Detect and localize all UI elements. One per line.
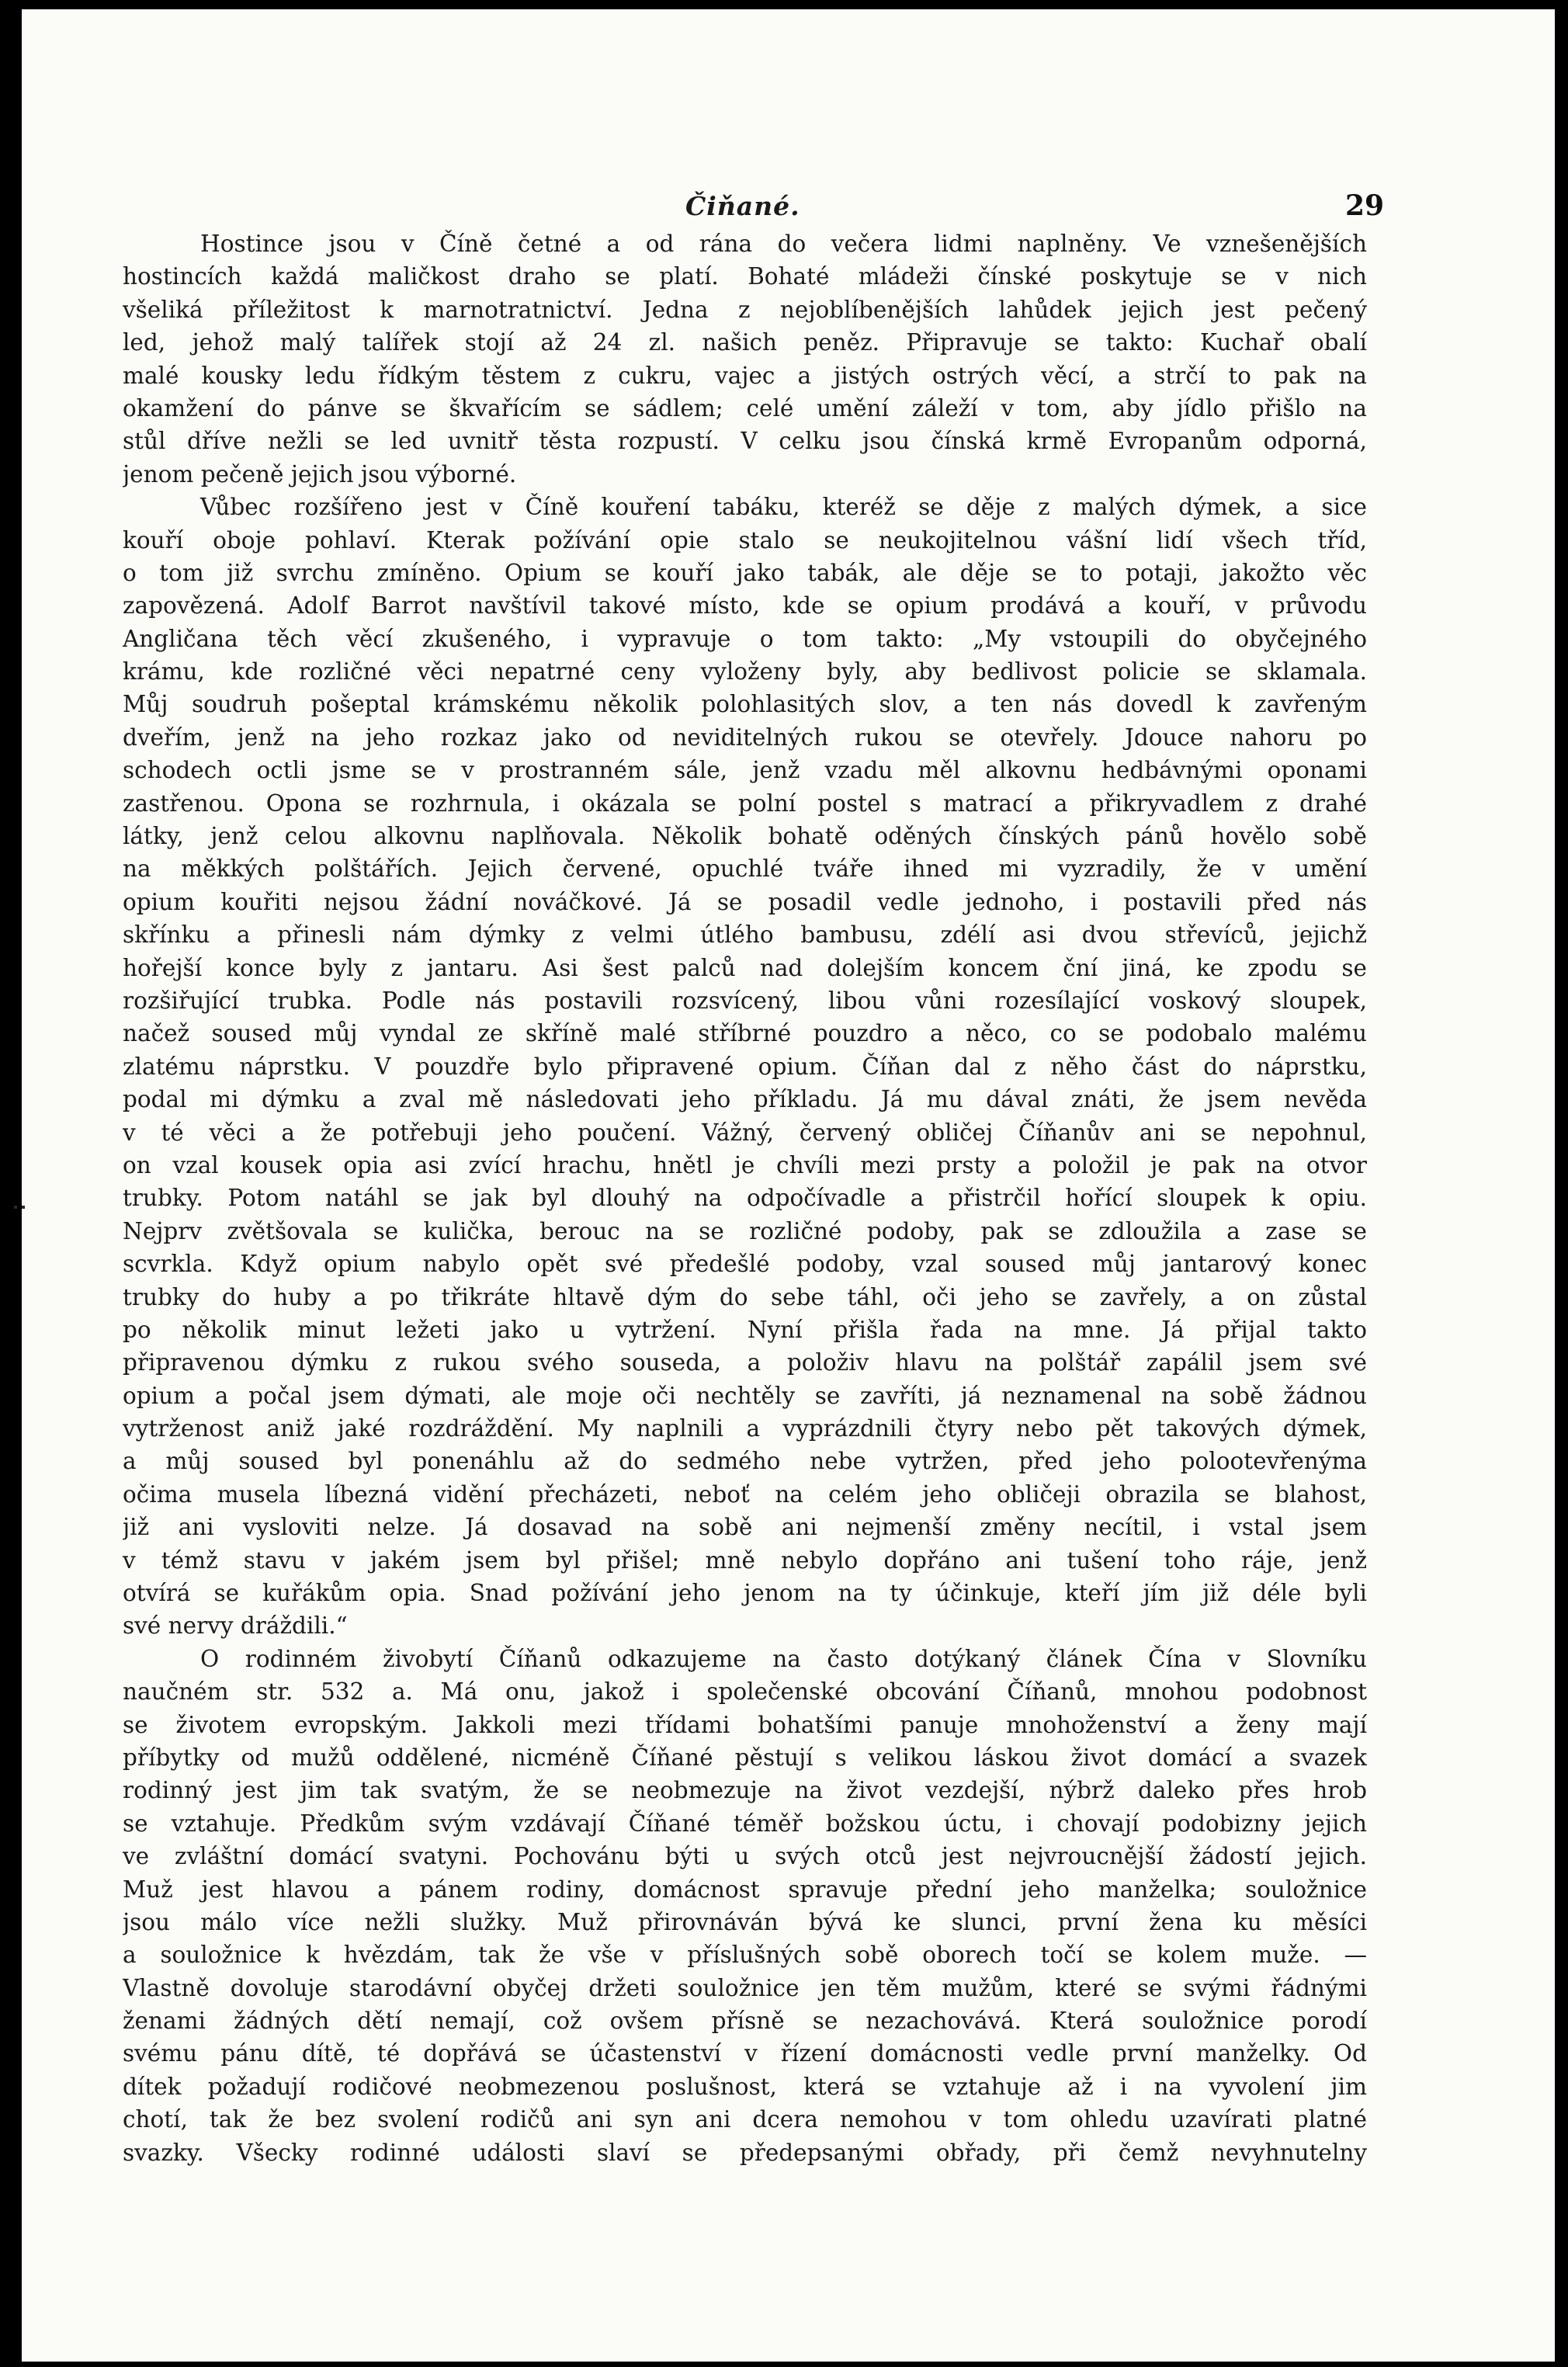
page-header xyxy=(22,186,1555,233)
body-text xyxy=(123,227,1367,2169)
page-number: 29 xyxy=(1345,189,1385,222)
text-line: chotí, tak že bez svolení rodičů ani syn ani dcera nemohou v tom ohledu uzavírati platné xyxy=(123,2106,1367,2133)
text-line: trubky. Potom natáhl se jak byl dlouhý na odpočívadle a přistrčil hořící sloupek k opiu. xyxy=(123,1185,1367,1212)
text-line: a můj soused byl ponenáhlu až do sedmého nebe vytržen, před jeho polootevřenýma xyxy=(123,1448,1367,1475)
text-line: opium a počal jsem dýmati, ale moje oči nechtěly se zavříti, já neznamenal na sobě žádnou xyxy=(123,1382,1367,1409)
text-line: otvírá se kuřákům opia. Snad požívání jeho jenom na ty účinkuje, kteří jím již déle byli xyxy=(123,1580,1367,1607)
text-line: zastřenou. Opona se rozhrnula, i okázala se polní postel s matrací a přikryvadlem z drahé xyxy=(123,790,1367,817)
text-line: trubky do huby a po třikráte hltavě dým do sebe táhl, oči jeho se zavřely, a on zůstal xyxy=(123,1283,1367,1310)
text-line: látky, jenž celou alkovnu naplňovala. Několik bohatě oděných čínských pánů hovělo sobě xyxy=(123,823,1367,850)
text-line: krámu, kde rozličné věci nepatrné ceny vyloženy byly, aby bedlivost policie se sklamala. xyxy=(123,658,1367,685)
text-line: opium kouřiti nejsou žádní nováčkové. Já se posadil vedle jednoho, i postavili před nás xyxy=(123,888,1367,915)
text-line: jenom pečeně jejich jsou výborné. xyxy=(123,460,517,488)
text-line: Angličana těch věcí zkušeného, i vypravuje o tom takto: „My vstoupili do obyčejného xyxy=(123,625,1367,652)
text-line: načež soused můj vyndal ze skříně malé stříbrné pouzdro a něco, co se podobalo malému xyxy=(123,1020,1367,1047)
text-line: schodech octli jsme se v prostranném sále, jenž vzadu měl alkovnu hedbávnými oponami xyxy=(123,757,1367,784)
text-line: a souložnice k hvězdám, tak že vše v příslušných sobě oborech točí se kolem muže. — xyxy=(123,1942,1367,1969)
text-line: na měkkých polštářích. Jejich červené, opuchlé tváře ihned mi vyzradily, že v umění xyxy=(123,856,1367,883)
text-line: připravenou dýmku z rukou svého souseda, a položiv hlavu na polštář zapálil jsem své xyxy=(123,1349,1367,1376)
text-line: O rodinném živobytí Číňanů odkazujeme na často dotýkaný článek Čína v Slovníku xyxy=(200,1645,1367,1672)
text-line: led, jehož malý talířek stojí až 24 zl. našich peněz. Připravuje se takto: Kuchař obalí xyxy=(123,329,1367,356)
text-line: zapovězená. Adolf Barrot navštívil takové místo, kde se opium prodává a kouří, v průvodu xyxy=(123,592,1367,620)
text-line: své nervy dráždili.“ xyxy=(123,1612,348,1640)
text-line: malé kousky ledu řídkým těstem z cukru, vajec a jistých ostrých věcí, a strčí to pak na xyxy=(123,362,1367,389)
text-line: Nejprv zvětšovala se kulička, berouc na se rozličné podoby, pak se zdloužila a zase se xyxy=(123,1217,1367,1244)
text-line: Vlastně dovoluje starodávní obyčej držeti souložnice jen těm mužům, které se svými řádnými xyxy=(123,1974,1367,2001)
text-line: dveřím, jenž na jeho rozkaz jako od neviditelných rukou se otevřely. Jdouce nahoru po xyxy=(123,724,1367,751)
text-line: očima musela líbezná vidění přecházeti, neboť na celém jeho obličeji obrazila se blahost, xyxy=(123,1480,1367,1508)
text-line: v té věci a že potřebuji jeho poučení. Vážný, červený obličej Číňanův ani se nepohnul, xyxy=(123,1119,1367,1146)
text-line: Vůbec rozšířeno jest v Číně kouření tabáku, kteréž se děje z malých dýmek, a sice xyxy=(200,494,1367,521)
text-line: po několik minut ležeti jako u vytržení. Nyní přišla řada na mne. Já přijal takto xyxy=(123,1316,1367,1343)
text-line: vytrženost aniž jaké rozdráždění. My naplnili a vyprázdnili čtyry nebo pět takových dýmek, xyxy=(123,1415,1367,1442)
text-line: scvrkla. Když opium nabylo opět své předešlé podoby, vzal soused můj jantarový konec xyxy=(123,1251,1367,1278)
text-line: stůl dříve nežli se led uvnitř těsta rozpustí. V celku jsou čínská krmě Evropanům odporná, xyxy=(123,428,1367,455)
text-line: okamžení do pánve se škvařícím se sádlem; celé umění záleží v tom, aby jídlo přišlo na xyxy=(123,394,1367,422)
text-line: rodinný jest jim tak svatým, že se neobmezuje na život vezdejší, nýbrž daleko přes hrob xyxy=(123,1777,1367,1804)
text-line: všeliká příležitost k marnotratnictví. Jedna z nejoblíbenějších lahůdek jejich jest pečený xyxy=(123,296,1367,323)
text-line: ve zvláštní domácí svatyni. Pochovánu býti u svých otců jest nejvroucnější žádostí jejich. xyxy=(123,1843,1367,1870)
text-line: ženami žádných dětí nemají, což ovšem přísně se nezachovává. Která souložnice porodí xyxy=(123,2008,1367,2035)
text-line: rozšiřující trubka. Podle nás postavili rozsvícený, libou vůni rozesílající voskový sloupek, xyxy=(123,987,1367,1014)
text-line: Hostince jsou v Číně četné a od rána do večera lidmi naplněny. Ve vznešenějších xyxy=(200,231,1367,257)
text-line: již ani vysloviti nelze. Já dosavad na sobě ani nejmenší změny necítil, i vstal jsem xyxy=(123,1514,1367,1541)
text-line: dítek požadují rodičové neobmezenou poslušnost, která se vztahuje až i na vyvolení jim xyxy=(123,2073,1367,2100)
running-title: Čiňané. xyxy=(685,191,800,221)
text-line: Můj soudruh pošeptal krámskému několik polohlasitých slov, a ten nás dovedl k zavřeným xyxy=(123,691,1367,718)
text-line: skřínku a přinesli nám dýmky z velmi útlého bambusu, zdélí asi dvou střevíců, jejichž xyxy=(123,921,1367,949)
text-line: o tom již svrchu zmíněno. Opium se kouří jako tabák, ale děje se to potaji, jakožto věc xyxy=(123,559,1367,586)
margin-marks xyxy=(14,1197,29,1213)
text-line: hostincích každá maličkost draho se platí. Bohaté mládeži čínské poskytuje se v nich xyxy=(123,263,1367,290)
text-line: podal mi dýmku a zval mě následovati jeho příkladu. Já mu dával znáti, že jsem nevěda xyxy=(123,1086,1367,1113)
text-line: příbytky od mužů oddělené, nicméně Číňané pěstují s velikou láskou život domácí a svazek xyxy=(123,1744,1367,1771)
text-line: Muž jest hlavou a pánem rodiny, domácnost spravuje přední jeho manželka; souložnice xyxy=(123,1876,1367,1903)
text-line: on vzal kousek opia asi zvící hrachu, hnětl je chvíli mezi prsty a položil je pak na otvor xyxy=(123,1151,1367,1178)
text-line: se životem evropským. Jakkoli mezi třídami bohatšími panuje mnohoženství a ženy mají xyxy=(123,1711,1367,1738)
text-line: zlatému náprstku. V pouzdře bylo připravené opium. Číňan dal z něho část do náprstku, xyxy=(123,1053,1367,1080)
book-page xyxy=(22,9,1555,2362)
text-line: hořejší konce byly z jantaru. Asi šest palců nad dolejším koncem ční jiná, ke zpodu se xyxy=(123,954,1367,981)
text-line: kouří oboje pohlaví. Kterak požívání opie stalo se neukojitelnou vášní lidí všech tříd, xyxy=(123,526,1367,554)
text-line: naučném str. 532 a. Má onu, jakož i společenské obcování Číňanů, mnohou podobnost xyxy=(123,1678,1367,1706)
text-line: svazky. Všecky rodinné události slaví se předepsanými obřady, při čemž nevyhnutelny xyxy=(123,2139,1367,2166)
text-line: jsou málo více nežli služky. Muž přirovnáván bývá ke slunci, první žena ku měsíci xyxy=(123,1908,1367,1935)
text-line: svému pánu dítě, té dopřává se účastenství v řízení domácnosti vedle první manželky. Od xyxy=(123,2040,1367,2067)
text-line: v témž stavu v jakém jsem byl přišel; mně nebylo dopřáno ani tušení toho ráje, jenž xyxy=(123,1546,1367,1574)
text-line: se vztahuje. Předkům svým vzdávají Číňané téměř božskou úctu, i chovají podobizny jejich xyxy=(123,1810,1367,1837)
